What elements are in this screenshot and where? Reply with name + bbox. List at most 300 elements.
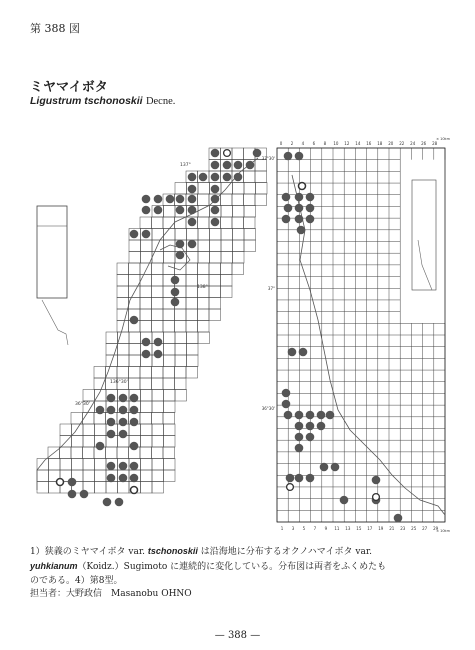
grid-cell xyxy=(187,229,199,241)
grid-number-top: 18 xyxy=(377,141,383,146)
occurrence-dot xyxy=(154,206,163,215)
grid-cell xyxy=(49,459,61,471)
grid-cell xyxy=(141,401,153,413)
open-dot xyxy=(287,484,294,491)
grid-cell xyxy=(163,263,175,275)
occurrence-dot xyxy=(211,149,220,158)
grid-cell xyxy=(129,332,141,344)
grid-cell xyxy=(37,470,49,482)
grid-cell xyxy=(244,183,256,195)
grid-cell xyxy=(141,390,153,402)
open-dot xyxy=(57,479,64,486)
grid-cell xyxy=(175,229,187,241)
occurrence-dot xyxy=(317,422,326,431)
occurrence-dot xyxy=(130,462,139,471)
grid-cell xyxy=(129,275,141,287)
occurrence-dot xyxy=(223,173,232,182)
grid-cell xyxy=(209,263,221,275)
species-scientific-name xyxy=(30,95,175,107)
grid-cell xyxy=(163,321,175,333)
occurrence-dot xyxy=(306,422,315,431)
occurrence-dot xyxy=(288,348,297,357)
latitude-label: 36°30' xyxy=(75,402,90,407)
caption-line2: （Koidz.）Sugimoto に連続的に変化している。分布図は両者をふくめたも xyxy=(77,562,387,572)
grid-cell xyxy=(164,344,176,356)
grid-cell xyxy=(175,321,187,333)
grid-cell xyxy=(94,367,106,379)
grid-cell xyxy=(83,447,95,459)
occurrence-dot xyxy=(284,152,293,161)
grid-number-top: 22 xyxy=(399,141,405,146)
grid-cell xyxy=(175,378,187,390)
grid-cell xyxy=(198,194,210,206)
grid-cell xyxy=(221,252,233,264)
occurrence-dot xyxy=(253,149,262,158)
grid-cell xyxy=(164,424,176,436)
grid-cell xyxy=(118,482,130,494)
grid-cell xyxy=(152,390,164,402)
occurrence-dot xyxy=(142,350,151,359)
grid-cell xyxy=(140,275,152,287)
grid-cell xyxy=(83,459,95,471)
occurrence-dot xyxy=(211,206,220,215)
grid-number-top: 8 xyxy=(323,141,327,146)
occurrence-dot xyxy=(372,476,381,485)
occurrence-dot xyxy=(188,218,197,227)
grid-cell xyxy=(198,206,210,218)
occurrence-dot xyxy=(119,418,128,427)
longitude-label-1: 137° xyxy=(180,163,191,168)
grid-cell xyxy=(233,240,245,252)
grid-cell xyxy=(221,229,233,241)
occurrence-dot xyxy=(171,276,180,285)
occurrence-dot xyxy=(68,478,77,487)
grid-number-top: 14 xyxy=(355,141,361,146)
occurrence-dot xyxy=(171,298,180,307)
grid-cell xyxy=(140,413,152,425)
caption-line1b: は沿海地に分布するオクノハマイボタ var. xyxy=(197,547,373,557)
grid-cell xyxy=(198,229,210,241)
page-number: — 388 — xyxy=(214,630,261,641)
grid-cell xyxy=(232,217,244,229)
occurrence-dot xyxy=(171,288,180,297)
grid-cell xyxy=(198,321,210,333)
occurrence-dot xyxy=(107,406,116,415)
occurrence-dot xyxy=(286,474,295,483)
grid-number-top: 24 xyxy=(410,141,416,146)
occurrence-dot xyxy=(68,490,77,499)
grid-cell xyxy=(152,217,164,229)
occurrence-dot xyxy=(119,406,128,415)
grid-cell xyxy=(60,459,72,471)
occurrence-dot xyxy=(211,195,220,204)
open-dot xyxy=(299,183,306,190)
grid-cell xyxy=(164,459,176,471)
grid-cell xyxy=(186,309,198,321)
grid-cell xyxy=(164,470,176,482)
grid-cell xyxy=(221,194,233,206)
occurrence-dot xyxy=(96,406,105,415)
grid-cell xyxy=(209,275,221,287)
occurrence-dot xyxy=(142,206,151,215)
grid-number-bottom: 13 xyxy=(345,526,351,531)
grid-cell xyxy=(71,413,83,425)
occurrence-dot xyxy=(295,444,304,453)
grid-cell xyxy=(164,206,176,218)
occurrence-dot xyxy=(282,389,291,398)
grid-cell xyxy=(152,413,164,425)
open-dot xyxy=(224,150,231,157)
grid-cell xyxy=(198,309,210,321)
grid-cell xyxy=(187,332,199,344)
grid-cell xyxy=(186,275,198,287)
caption-line1: 1）狭義のミヤマイボタ var. xyxy=(30,547,148,557)
grid-cell xyxy=(117,263,129,275)
grid-cell xyxy=(164,332,176,344)
inset-frame xyxy=(37,206,67,298)
occurrence-dot xyxy=(306,411,315,420)
grid-cell xyxy=(175,355,187,367)
author-credit: 担当者：大野政信 Masanobu OHNO xyxy=(30,589,192,599)
grid-cell xyxy=(140,367,152,379)
grid-cell xyxy=(152,378,164,390)
grid-cell xyxy=(244,217,256,229)
occurrence-dot xyxy=(176,251,185,260)
grid-cell xyxy=(37,482,49,494)
grid-cell xyxy=(175,332,187,344)
occurrence-dot xyxy=(317,411,326,420)
grid-cell xyxy=(209,309,221,321)
grid-cell xyxy=(140,309,152,321)
occurrence-dot xyxy=(188,173,197,182)
occurrence-dot xyxy=(142,230,151,239)
grid-cell xyxy=(232,148,244,160)
grid-cell xyxy=(255,160,267,172)
occurrence-dot xyxy=(295,193,304,202)
grid-cell xyxy=(141,424,153,436)
occurrence-dot xyxy=(119,430,128,439)
grid-cell xyxy=(198,240,210,252)
right-inset-frame xyxy=(412,180,436,290)
caption xyxy=(30,544,450,588)
grid-cell xyxy=(244,229,256,241)
scale-label-top: × 10km xyxy=(436,137,450,141)
latitude-label: 37° xyxy=(267,286,275,291)
species-author: Decne. xyxy=(145,96,176,107)
grid-number-top: 12 xyxy=(344,141,350,146)
occurrence-dot xyxy=(176,206,185,215)
occurrence-dot xyxy=(80,490,89,499)
grid-cell xyxy=(95,424,107,436)
occurrence-dot xyxy=(119,462,128,471)
grid-cell xyxy=(221,240,233,252)
grid-cell xyxy=(186,298,198,310)
grid-number-top: 4 xyxy=(301,141,305,146)
occurrence-dot xyxy=(211,161,220,170)
open-dot xyxy=(373,494,380,501)
occurrence-dot xyxy=(176,195,185,204)
grid-cell xyxy=(106,447,118,459)
grid-cell xyxy=(152,459,164,471)
grid-cell xyxy=(152,424,164,436)
caption-sci1: tschonoskii xyxy=(147,546,198,556)
species-binomial: Ligustrum tschonoskii xyxy=(30,95,143,107)
occurrence-dot xyxy=(115,498,124,507)
occurrence-dot xyxy=(299,348,308,357)
grid-cell xyxy=(152,263,164,275)
grid-cell xyxy=(129,344,141,356)
occurrence-dot xyxy=(188,240,197,249)
grid-number-bottom: 11 xyxy=(334,526,340,531)
grid-number-bottom: 15 xyxy=(356,526,362,531)
grid-cell xyxy=(72,459,84,471)
grid-cell xyxy=(198,263,210,275)
grid-cell xyxy=(95,482,107,494)
grid-number-bottom: 3 xyxy=(291,526,295,531)
occurrence-dot xyxy=(295,411,304,420)
grid-cell xyxy=(117,286,129,298)
occurrence-dot xyxy=(96,442,105,451)
grid-cell xyxy=(140,217,152,229)
grid-cell xyxy=(163,413,175,425)
occurrence-dot xyxy=(306,204,315,213)
grid-cell xyxy=(233,252,245,264)
grid-cell xyxy=(186,367,198,379)
grid-number-top: 10 xyxy=(333,141,339,146)
grid-number-bottom: 21 xyxy=(389,526,395,531)
occurrence-dot xyxy=(107,394,116,403)
grid-cell xyxy=(187,344,199,356)
grid-number-top: 28 xyxy=(432,141,438,146)
latitude-label: 37°30' xyxy=(261,156,275,161)
right-coastline xyxy=(292,175,445,515)
grid-cell xyxy=(198,298,210,310)
occurrence-dot xyxy=(284,204,293,213)
occurrence-dot xyxy=(130,316,139,325)
figure-number: 第 388 図 xyxy=(30,22,80,35)
grid-cell xyxy=(255,171,267,183)
grid-cell xyxy=(175,367,187,379)
grid-cell xyxy=(60,424,72,436)
grid-cell xyxy=(71,447,83,459)
grid-cell xyxy=(221,263,233,275)
grid-number-bottom: 5 xyxy=(302,526,306,531)
grid-cell xyxy=(106,482,118,494)
grid-cell xyxy=(163,217,175,229)
occurrence-dot xyxy=(188,195,197,204)
occurrence-dot xyxy=(223,161,232,170)
grid-cell xyxy=(233,229,245,241)
occurrence-dot xyxy=(394,514,403,523)
occurrence-dot xyxy=(306,215,315,224)
grid-number-top: 2 xyxy=(290,141,294,146)
grid-cell xyxy=(163,447,175,459)
right-inset-coast xyxy=(418,240,432,290)
occurrence-dot xyxy=(295,152,304,161)
grid-number-top: 16 xyxy=(366,141,372,146)
grid-cell xyxy=(210,240,222,252)
grid-cell xyxy=(256,183,268,195)
grid-cell xyxy=(117,367,129,379)
occurrence-dot xyxy=(130,230,139,239)
grid-cell xyxy=(221,286,233,298)
grid-cell xyxy=(210,229,222,241)
occurrence-dot xyxy=(331,463,340,472)
grid-cell xyxy=(140,321,152,333)
grid-cell xyxy=(83,390,95,402)
grid-cell xyxy=(95,459,107,471)
occurrence-dot xyxy=(295,204,304,213)
occurrence-dot xyxy=(119,394,128,403)
grid-cell xyxy=(163,378,175,390)
grid-cell xyxy=(141,482,153,494)
occurrence-dot xyxy=(154,350,163,359)
grid-cell xyxy=(152,401,164,413)
grid-cell xyxy=(164,355,176,367)
grid-cell xyxy=(152,275,164,287)
grid-number-bottom: 27 xyxy=(422,526,428,531)
occurrence-dot xyxy=(234,161,243,170)
grid-cell xyxy=(232,194,244,206)
inset-coast xyxy=(42,300,68,345)
grid-cell xyxy=(163,367,175,379)
grid-cell xyxy=(83,436,95,448)
occurrence-dot xyxy=(306,433,315,442)
occurrence-dot xyxy=(130,406,139,415)
occurrence-dot xyxy=(282,193,291,202)
grid-cell xyxy=(152,298,164,310)
grid-cell xyxy=(152,482,164,494)
grid-cell xyxy=(152,286,164,298)
occurrence-dot xyxy=(211,173,220,182)
open-dot xyxy=(131,487,138,494)
grid-cell xyxy=(175,217,187,229)
grid-cell xyxy=(129,263,141,275)
grid-cell xyxy=(106,367,118,379)
grid-cell xyxy=(141,436,153,448)
longitude-label-2: 138° xyxy=(197,285,208,290)
grid-cell xyxy=(152,309,164,321)
occurrence-dot xyxy=(188,206,197,215)
grid-number-bottom: 17 xyxy=(367,526,373,531)
grid-cell xyxy=(152,470,164,482)
occurrence-dot xyxy=(107,430,116,439)
grid-cell xyxy=(209,286,221,298)
occurrence-dot xyxy=(154,338,163,347)
grid-cell xyxy=(117,298,129,310)
grid-cell xyxy=(60,447,72,459)
grid-cell xyxy=(152,321,164,333)
grid-cell xyxy=(244,240,256,252)
occurrence-dot xyxy=(107,462,116,471)
grid-cell xyxy=(164,252,176,264)
grid-cell xyxy=(72,436,84,448)
latitude-label: 36°30' xyxy=(261,406,275,411)
occurrence-dot xyxy=(246,161,255,170)
occurrence-dot xyxy=(306,474,315,483)
grid-cell xyxy=(140,263,152,275)
grid-cell xyxy=(175,344,187,356)
occurrence-dot xyxy=(199,173,208,182)
grid-cell xyxy=(186,321,198,333)
grid-cell xyxy=(198,252,210,264)
grid-cell xyxy=(210,252,222,264)
grid-cell xyxy=(175,309,187,321)
grid-cell xyxy=(164,401,176,413)
occurrence-dot xyxy=(340,496,349,505)
longitude-label-3: 136°30' xyxy=(110,380,128,385)
grid-cell xyxy=(94,378,106,390)
grid-cell xyxy=(186,286,198,298)
grid-cell xyxy=(83,424,95,436)
occurrence-dot xyxy=(284,411,293,420)
occurrence-dot xyxy=(107,474,116,483)
grid-cell xyxy=(118,355,130,367)
grid-cell xyxy=(198,217,210,229)
grid-cell xyxy=(140,298,152,310)
occurrence-dot xyxy=(107,418,116,427)
grid-cell xyxy=(198,183,210,195)
grid-cell xyxy=(198,332,210,344)
grid-cell xyxy=(221,275,233,287)
grid-cell xyxy=(221,217,233,229)
grid-cell xyxy=(83,470,95,482)
grid-cell xyxy=(244,171,256,183)
grid-cell xyxy=(221,206,233,218)
occurrence-dot xyxy=(297,226,306,235)
grid-cell xyxy=(129,378,141,390)
grid-cell xyxy=(233,206,245,218)
occurrence-dot xyxy=(119,474,128,483)
grid-number-top: 26 xyxy=(421,141,427,146)
grid-cell xyxy=(244,206,256,218)
grid-number-bottom: 29 xyxy=(433,526,439,531)
occurrence-dot xyxy=(188,185,197,194)
grid-cell xyxy=(175,390,187,402)
occurrence-dot xyxy=(166,195,175,204)
grid-cell xyxy=(209,298,221,310)
grid-cell xyxy=(140,286,152,298)
grid-cell xyxy=(152,447,164,459)
grid-number-bottom: 23 xyxy=(400,526,406,531)
right-grid-map xyxy=(262,137,451,533)
grid-number-top: 20 xyxy=(388,141,394,146)
occurrence-dot xyxy=(295,422,304,431)
grid-cell xyxy=(117,275,129,287)
occurrence-dot xyxy=(130,474,139,483)
scale-label-bottom: × 10km xyxy=(436,529,450,533)
grid-cell xyxy=(129,355,141,367)
grid-cell xyxy=(129,367,141,379)
occurrence-dot xyxy=(154,195,163,204)
grid-number-bottom: 1 xyxy=(280,526,284,531)
occurrence-dot xyxy=(306,193,315,202)
grid-number-top: 0 xyxy=(279,141,283,146)
occurrence-dot xyxy=(282,400,291,409)
grid-cell xyxy=(129,240,141,252)
occurrence-dot xyxy=(130,418,139,427)
grid-cell xyxy=(164,436,176,448)
grid-number-bottom: 7 xyxy=(313,526,317,531)
grid-cell xyxy=(244,194,256,206)
grid-cell xyxy=(141,459,153,471)
occurrence-dot xyxy=(320,463,329,472)
grid-cell xyxy=(141,240,153,252)
occurrence-dot xyxy=(295,474,304,483)
caption-line3: のである。4）第8型。 xyxy=(30,576,123,586)
caption-sci2: yuhkianum xyxy=(30,561,78,571)
grid-cell xyxy=(140,447,152,459)
